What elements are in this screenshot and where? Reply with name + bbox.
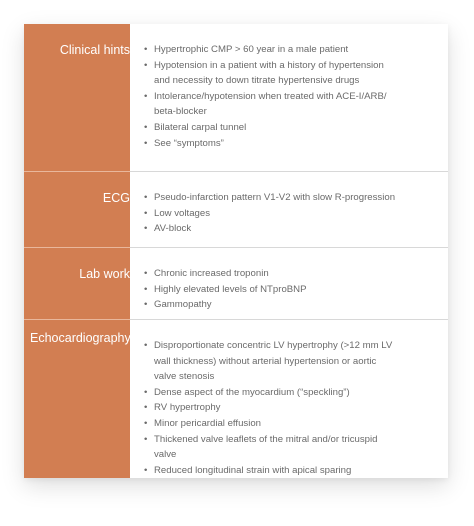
list-item — [144, 221, 400, 237]
list-item — [144, 432, 400, 463]
bullet-icon: • — [144, 44, 148, 55]
item-text: RV hypertrophy — [154, 402, 221, 414]
item-text: Gammopathy — [154, 299, 212, 311]
bullet-icon: • — [144, 223, 148, 235]
item-text: Disproportionate concentric LV hypertrophy (>12 mm LV wall thickness) without arterial hypertension or aortic valve stenosis — [154, 340, 393, 383]
bullet-icon: • — [144, 137, 148, 149]
bullet-icon: • — [144, 90, 148, 102]
list-item — [144, 120, 400, 136]
item-text: Reduced longitudinal strain with apical sparing — [154, 464, 352, 476]
section-label: Echocardiography — [30, 331, 131, 345]
bullet-icon: • — [144, 207, 148, 219]
section-clinical-hints — [24, 24, 448, 172]
item-text: Chronic increased troponin — [154, 268, 269, 279]
bullet-icon: • — [144, 402, 148, 414]
item-text: Low voltages — [154, 207, 210, 219]
bullet-icon: • — [144, 299, 148, 311]
item-text: Hypotension in a patient with a history of hypertension and necessity to down titrate hypertensive drugs — [154, 59, 384, 87]
section-ecg — [24, 172, 448, 248]
list-item — [144, 463, 400, 478]
list-item — [144, 297, 400, 313]
section-echocardiography — [24, 320, 448, 478]
bullet-icon: • — [144, 417, 148, 429]
item-text: Minor pericardial effusion — [154, 417, 262, 429]
item-list — [144, 338, 400, 478]
bullet-icon: • — [144, 268, 148, 279]
item-list — [144, 190, 400, 237]
section-label: Clinical hints — [59, 43, 130, 57]
bullet-icon: • — [144, 192, 148, 203]
list-item — [144, 190, 400, 206]
list-item — [144, 206, 400, 222]
list-item — [144, 89, 400, 120]
list-item — [144, 266, 400, 282]
item-text: Hypertrophic CMP > 60 year in a male patient — [154, 44, 349, 55]
list-item — [144, 282, 400, 298]
section-label: ECG — [102, 191, 130, 205]
bullet-icon: • — [144, 386, 148, 398]
bullet-icon: • — [144, 340, 148, 351]
bullet-icon: • — [144, 121, 148, 133]
list-item — [144, 58, 400, 89]
item-text: See “symptoms” — [154, 137, 224, 149]
item-text: Pseudo-infarction pattern V1-V2 with slow R-progression — [154, 192, 396, 203]
bullet-icon: • — [144, 283, 148, 295]
item-list — [144, 42, 400, 151]
list-item — [144, 400, 400, 416]
item-text: AV-block — [154, 223, 192, 235]
list-item — [144, 42, 400, 58]
list-item — [144, 416, 400, 432]
item-text: Thickened valve leaflets of the mitral and/or tricuspid valve — [154, 433, 378, 461]
section-label: Lab work — [79, 267, 130, 281]
list-item — [144, 385, 400, 401]
section-lab-work — [24, 248, 448, 320]
findings-table — [24, 24, 448, 478]
item-text: Bilateral carpal tunnel — [154, 121, 247, 133]
item-list — [144, 266, 400, 313]
bullet-icon: • — [144, 433, 148, 445]
bullet-icon: • — [144, 59, 148, 71]
item-text: Dense aspect of the myocardium (“speckling”) — [154, 386, 350, 398]
list-item — [144, 136, 400, 152]
list-item — [144, 338, 400, 385]
item-text: Highly elevated levels of NTproBNP — [154, 283, 307, 295]
item-text: Intolerance/hypotension when treated with ACE-I/ARB/ beta-blocker — [154, 90, 387, 118]
bullet-icon: • — [144, 464, 148, 476]
